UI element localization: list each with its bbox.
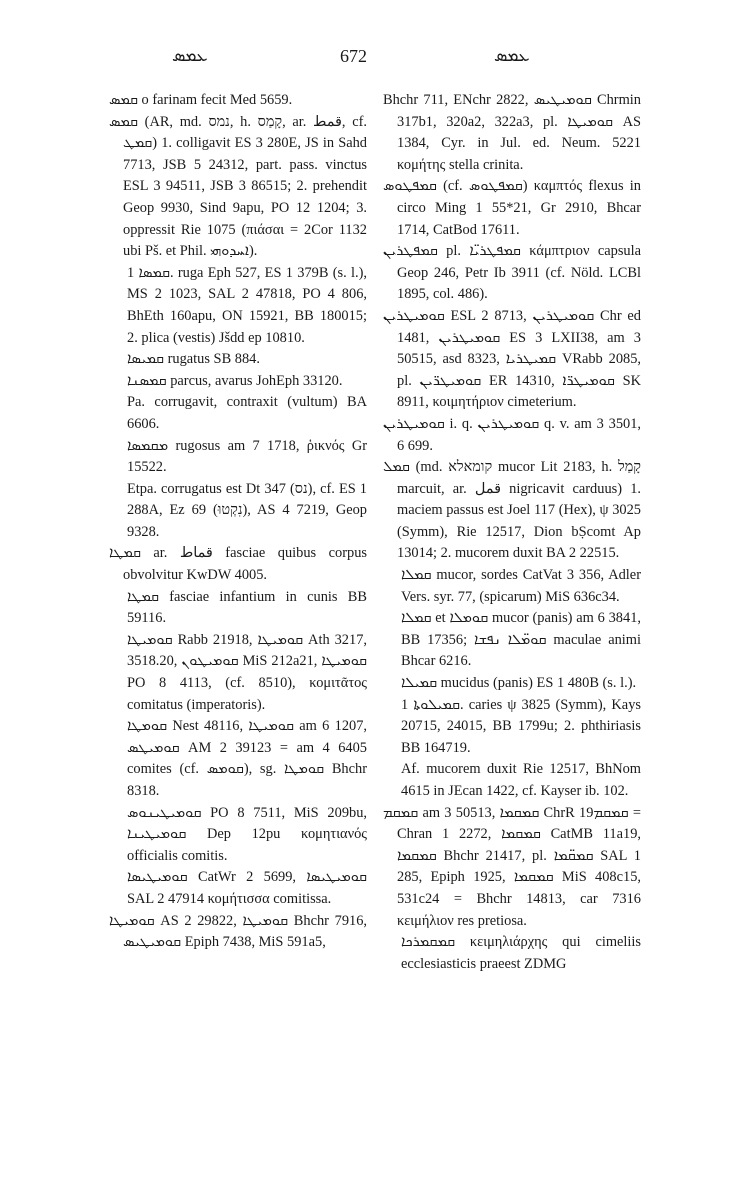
dictionary-entry: Etpa. corrugatus est Dt 347 (נס), cf. ES 1 288A, Ez 69 (נִקְטוּ), AS 4 7219, Geop 9328. bbox=[127, 480, 367, 540]
page-header bbox=[0, 46, 750, 76]
dictionary-entry: ܩܡܣܐ 1. ruga Eph 527, ES 1 379B (s. l.), MS 2 1023, SAL 2 47818, PO 4 806, BhEth 160apu, ON 15921, BB 180015; 2. plica (vestis) Jšdd ep 10810. bbox=[127, 264, 367, 346]
left-column bbox=[109, 90, 367, 954]
dictionary-entry: ܩܡܛܐ ar. قماط fasciae quibus corpus obvolvitur KwDW 4005. bbox=[109, 545, 367, 584]
dictionary-entry: ܩܘܡܛܐ Nest 48116, ܩܘܡܝܛܐ am 6 1207, ܩܘܡܝܛܣ AM 2 39123 = am 4 6405 comites (cf. ܩܘܡܣ), sg. ܩܘܡܛܐ Bhchr 8318. bbox=[127, 718, 368, 799]
dictionary-entry: ܩܡܣ (AR, md. נמס, h. קָמַס, ar. قمط, cf. ܩܡܛ) 1. colligavit ES 3 280E, JS in Sahd 7713, JSB 5 24312, part. pass. vinctus ESL 3 94511, JSB 3 86515; 2. prehendit Geop 9930, Sind 9apu, PO 12 1204; 3. oppressit Rie 1075 (πιάσαι = 2Cor 1132 ubi Pš. et Phil. ܐܚܕܘܗܝ). bbox=[109, 113, 367, 260]
dictionary-entry: ܩܡܦܛܘܣ (cf. ܩܡܦܛܘܣ) καμπτός flexus in circo Ming 1 55*21, Gr 2910, Bhcar 1714, CatBod 17611. bbox=[383, 178, 642, 238]
dictionary-entry: ܩܘܡܝܛܪܝܢ i. q. ܩܘܡܝܛܪܝܢ q. v. am 3 3501, 6 699. bbox=[383, 415, 641, 454]
dictionary-entry: ܩܡܣܢܐ parcus, avarus JohEph 33120. bbox=[127, 372, 343, 389]
dictionary-entry: ܩܡܠ (md. קומאלא mucor Lit 2183, h. קָמַל marcuit, ar. قمل nigricavit carduus) 1. maciem passus est Joel 117 (Hex), ψ 3025 (Symm), Rie 12517, Dion bṢcomt Ap 13014; 2. mucorem duxit BA 2 22515. bbox=[383, 459, 642, 562]
dictionary-entry: ܩܡܝܠܐ mucidus (panis) ES 1 480B (s. l.). bbox=[401, 675, 637, 692]
header-left-word: ܥܡܣ bbox=[172, 46, 208, 66]
header-right-word: ܥܡܣ bbox=[494, 46, 530, 66]
dictionary-entry: ܩܡܠܐ et ܩܘܡܠܐ mucor (panis) am 6 3841, BB 17356; ܩܘܡ̈ܠܐ ܢܦܫܐ maculae animi Bhcar 6216. bbox=[401, 610, 641, 670]
dictionary-entry: ܩܡܩܡ am 3 50513, ܩܡܩܡܐ ChrR ܩܡܩܡ19 = Chran 1 2272, ܩܡܩܡܐ CatMB 11a19, ܩܡܩܡܐ Bhchr 21417, pl. ܩܡܩ̈ܡܐ SAL 1 285, Epiph 1925, ܩܡܩܡܐ MiS 408c15, 531c24 = Bhchr 14813, car 7316 κειμήλιον res pretiosa. bbox=[383, 804, 641, 929]
dictionary-entry: ܩܘܡܝܛܝܢܘܣ PO 8 7511, MiS 209bu, ܩܘܡܝܛܝܢܐ Dep 12pu κομητιανός officialis comitis. bbox=[127, 804, 367, 864]
dictionary-entry: Bhchr 711, ENchr 2822, ܩܘܡܝܛܝܣ Chrmin 317b1, 320a2, 322a3, pl. ܩܘܡܝܛܐ AS 1384, Cyr. in Jul. ed. Neum. 5221 κομήτης stella crinita. bbox=[383, 92, 641, 173]
dictionary-entry: ܩܡܝܣܐ rugatus SB 884. bbox=[127, 351, 260, 368]
dictionary-entry: ܩܘܡܝܛܐ AS 2 29822, ܩܘܡܝܛܐ Bhchr 7916, ܩܘܡܝܛܝܣ Epiph 7438, MiS 591a5, bbox=[109, 912, 367, 951]
dictionary-entry: ܩܡܛܐ fasciae infantium in cunis BB 59116. bbox=[127, 588, 367, 627]
dictionary-entry: Af. mucorem duxit Rie 12517, BhNom 4615 in JEcan 1422, cf. Kayser ib. 102. bbox=[401, 761, 641, 799]
dictionary-entry: ܩܘܡܝܛܝܣܐ CatWr 2 5699, ܩܘܡܝܛܝܣܐ SAL 2 47914 κομήτισσα comitissa. bbox=[127, 869, 367, 907]
dictionary-entry: ܩܡܩܡܪܟܐ κειμηλιάρχης qui cimeliis ecclesiasticis praeest ZDMG bbox=[401, 934, 641, 972]
dictionary-entry: ܩܘܡܝܛܪܝܢ ESL 2 8713, ܩܘܡܝܛܪܝܢ Chr ed 1481, ܩܘܡܝܛܪܝܢ ES 3 LXII38, am 3 50515, asd 8323, ܩܡܝܛܪܝܐ VRabb 2085, pl. ܩܘܡܝܛܪ̈ܝܢ ER 14310, ܩܘܡܝܛܪ̈ܐ SK 8911, κοιμητήριον cimeterium. bbox=[383, 307, 641, 411]
dictionary-entry: ܩܡܣ o farinam fecit Med 5659. bbox=[109, 92, 293, 108]
dictionary-entry: ܩܡܝܠܘܬܐ 1. caries ψ 3825 (Symm), Kays 20715, 24015, BB 1799u; 2. phthiriasis BB 164719. bbox=[401, 696, 641, 756]
dictionary-entry: ܡܩܡܣܐ rugosus am 7 1718, ῥικνός Gr 15522. bbox=[127, 437, 367, 476]
dictionary-entry: Pa. corrugavit, contraxit (vultum) BA 6606. bbox=[127, 394, 367, 432]
page-number: 672 bbox=[340, 46, 367, 66]
dictionary-entry: ܩܘܡܝܛܐ Rabb 21918, ܩܘܡܝܛܐ Ath 3217, 3518.20, ܩܘܡܝܛܘܢ MiS 212a21, ܩܘܡܝܛܐ PO 8 4113, (cf. 8510), κομιτᾶτος comitatus (imperatoris). bbox=[127, 631, 367, 713]
dictionary-entry: ܩܡܦܛܪܝܢ pl. ܩܡܦܛܪܝ̈ܐ κάμπτριον capsula Geop 246, Petr Ib 3911 (cf. Nöld. LCBl 1895, col. 486). bbox=[383, 243, 641, 303]
right-column bbox=[383, 90, 641, 975]
dictionary-entry: ܩܡܠܐ mucor, sordes CatVat 3 356, Adler Vers. syr. 77, (spicarum) MiS 636c34. bbox=[401, 567, 641, 605]
